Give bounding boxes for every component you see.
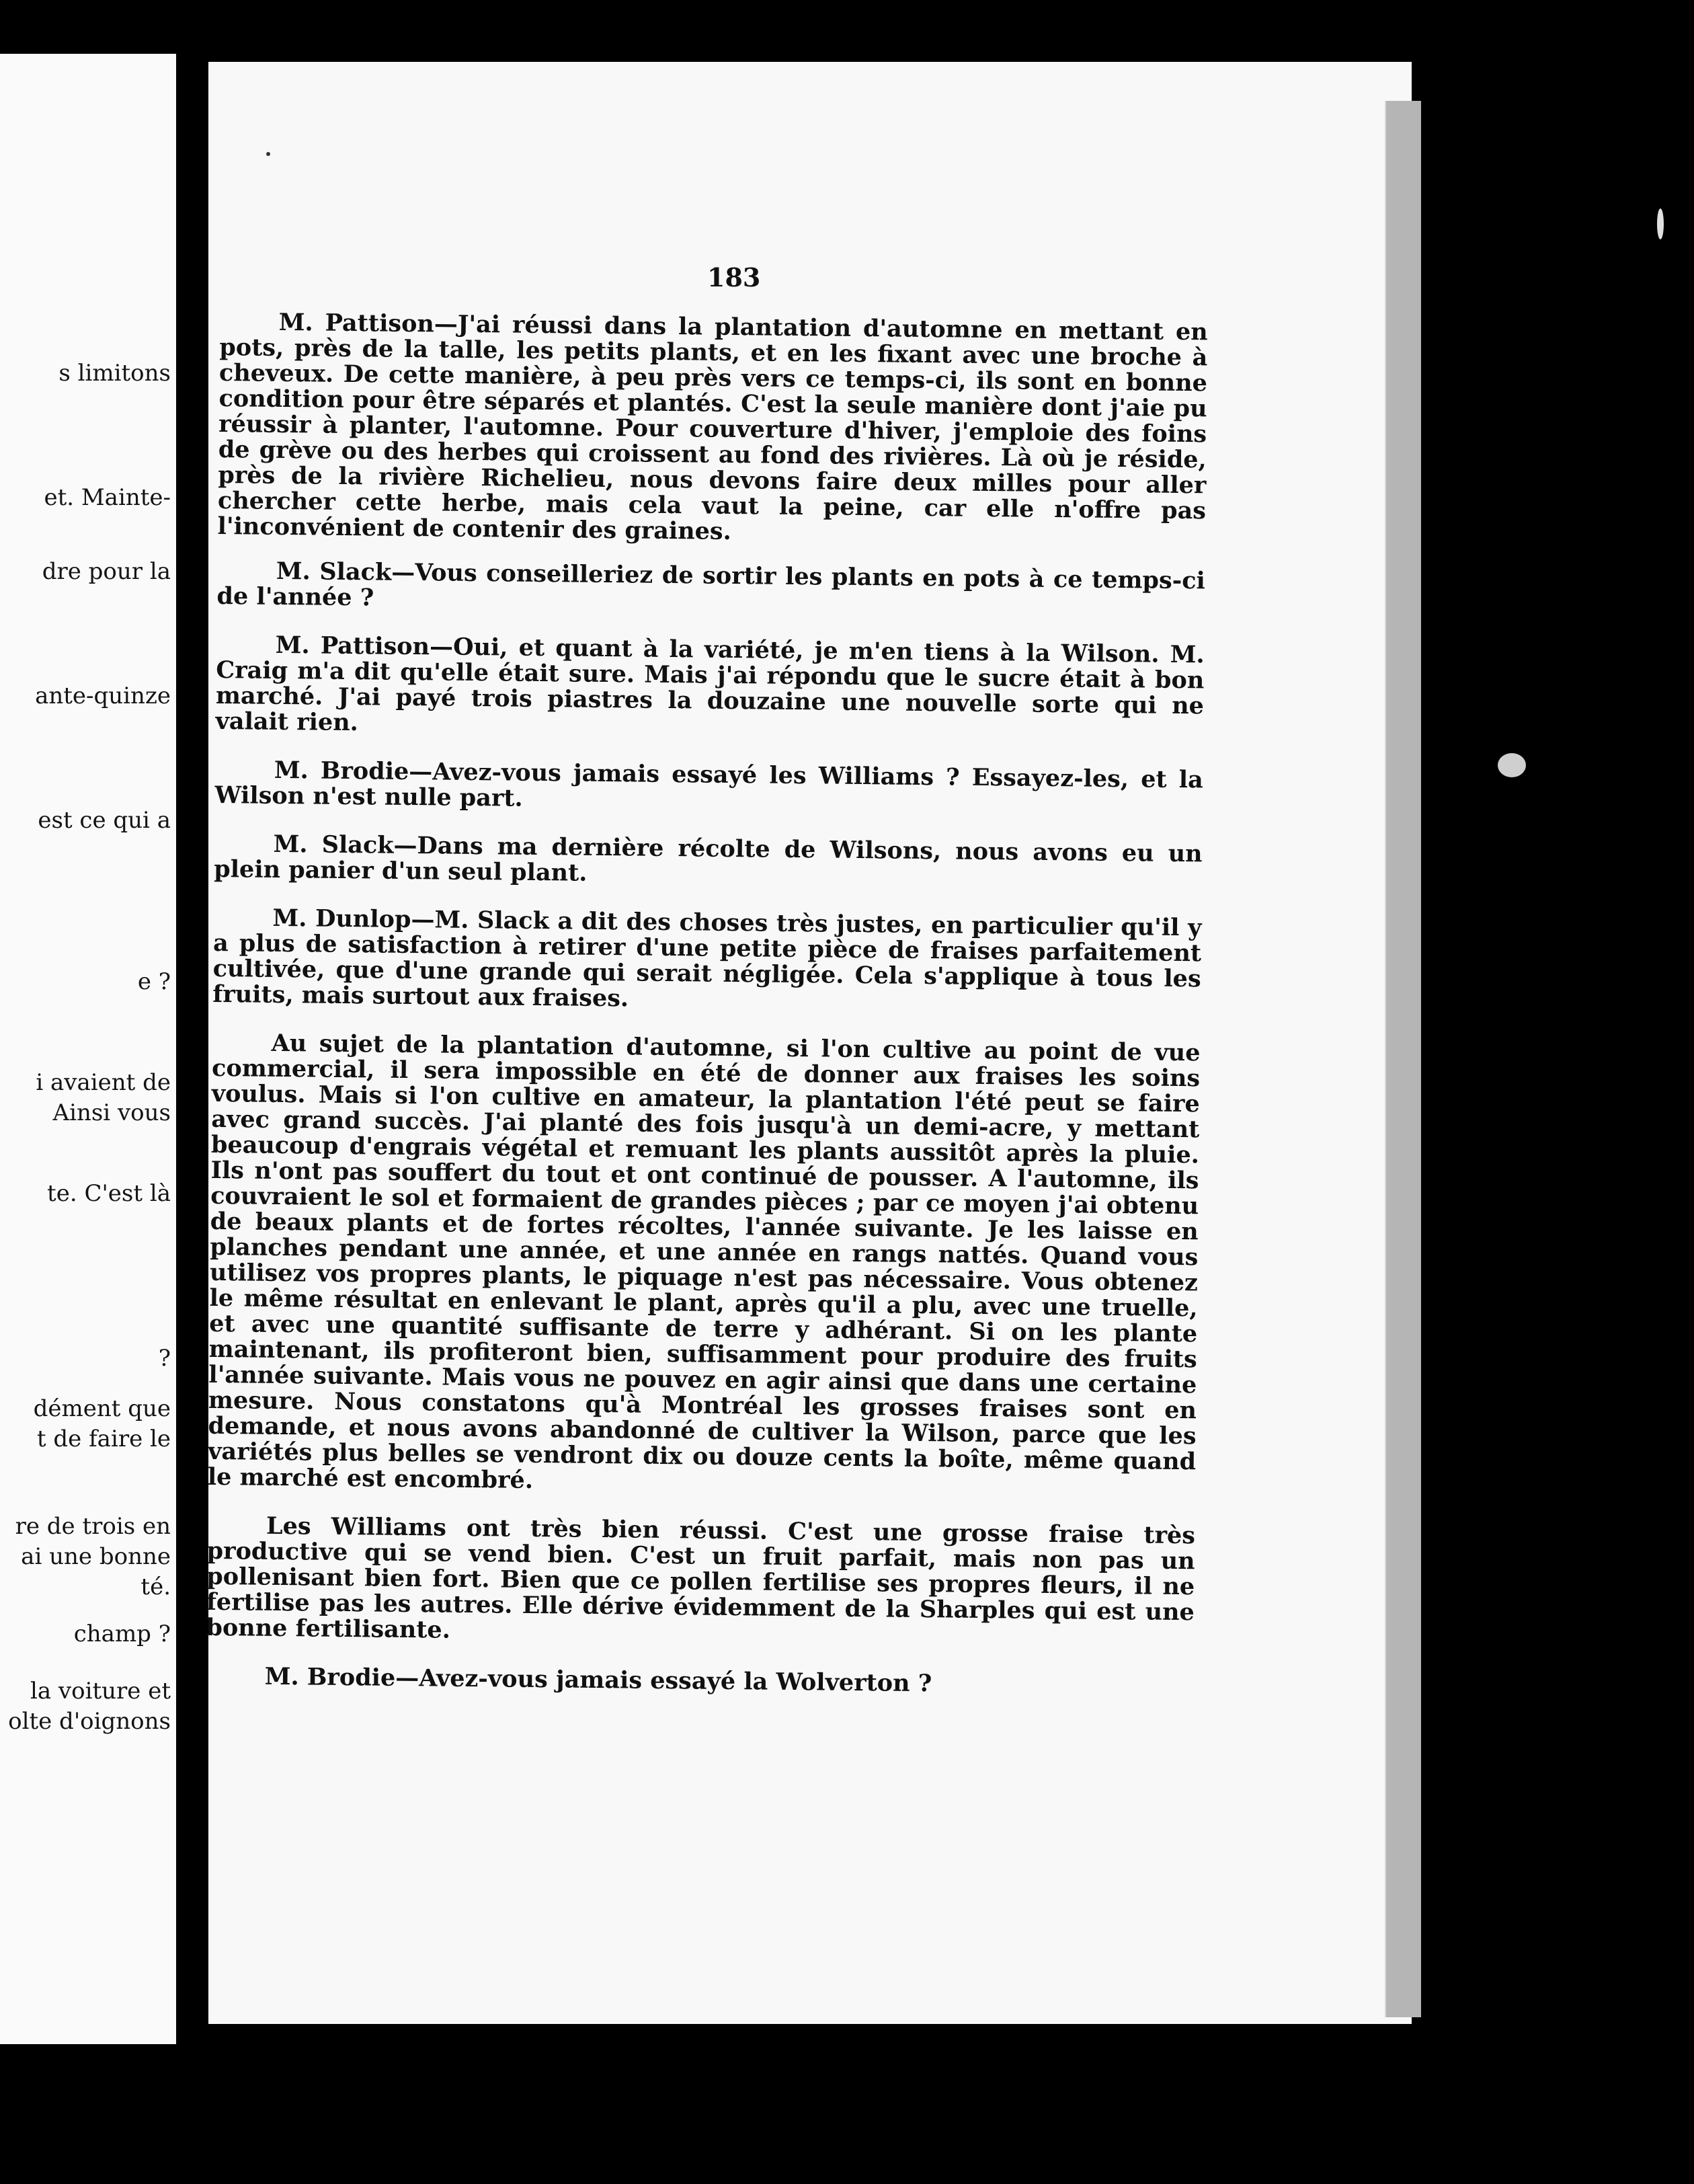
- paragraph-slack-2: M. Slack—Dans ma dernière récolte de Wilsons, nous avons eu un plein panier d'un seul plant.: [214, 830, 1203, 887]
- facing-page: [0, 54, 176, 2044]
- dust-speck: [266, 152, 270, 156]
- paragraph-brodie-1: M. Brodie—Avez-vous jamais essayé les Williams ? Essayez-les, et la Wilson n'est nulle part.: [214, 756, 1203, 812]
- facing-page-line: la voiture et: [30, 1678, 171, 1705]
- dust-speck: [1657, 208, 1664, 239]
- facing-page-line: ?: [158, 1345, 171, 1372]
- paragraph-brodie-2: M. Brodie—Avez-vous jamais essayé la Wolverton ?: [264, 1662, 932, 1698]
- paragraph-pattison-1: M. Pattison—J'ai réussi dans la plantation d'automne en mettant en pots, près de la talle, les petits plants, et en les fixant avec une broche à cheveux. De cette manière, à peu près vers ce temps-ci, ils sont en bonne condition pour être séparés et plantés. C'est la seule manière dont j'aie pu réussir à planter, l'automne. Pour couverture d'hiver, j'emploie des foins de grève ou des herbes qui croissent au fond des rivières. Là où je réside, près de la rivière Richelieu, nous devons faire deux milles pour aller chercher cette herbe, mais cela vaut la peine, car elle n'offre pas l'inconvénient de contenir des graines.: [217, 308, 1208, 545]
- facing-page-line: champ ?: [73, 1621, 171, 1647]
- facing-page-line: olte d'oignons: [8, 1708, 171, 1735]
- facing-page-line: s limitons: [58, 360, 171, 387]
- facing-page-line: et. Mainte-: [44, 484, 171, 511]
- paragraph-dunlop-3: Les Williams ont très bien réussi. C'est une grosse fraise très productive qui se vend bien. C'est un fruit parfait, mais non pas un pollenisant bien fort. Bien que ce pollen fertilise ses propres fleurs, il ne fertilise pas les autres. Elle dérive évidemment de la Sharples qui est une bonne fertilisante.: [206, 1512, 1196, 1644]
- facing-page-line: ante-quinze: [35, 682, 171, 709]
- page-body: [205, 309, 1208, 1718]
- facing-page-line: dre pour la: [42, 558, 171, 585]
- dust-speck: [1498, 753, 1526, 777]
- facing-page-line: té.: [140, 1573, 171, 1600]
- facing-page-line: ai une bonne: [21, 1543, 171, 1570]
- facing-page-line: Ainsi vous: [52, 1099, 171, 1126]
- page-number: 183: [707, 262, 761, 292]
- facing-page-line: re de trois en: [15, 1513, 171, 1540]
- facing-page-line: e ?: [137, 968, 171, 995]
- paragraph-slack-1: M. Slack—Vous conseilleriez de sortir les plants en pots à ce temps-ci de l'année ?: [216, 557, 1206, 612]
- page-edge: [1385, 101, 1421, 2017]
- paragraph-pattison-2: M. Pattison—Oui, et quant à la variété, je m'en tiens à la Wilson. M. Craig m'a dit qu'elle était sure. Mais j'ai répondu que le sucre était à bon marché. J'ai payé trois piastres la douzaine une nouvelle sorte qui ne valait rien.: [215, 631, 1205, 737]
- book-gutter: [176, 40, 208, 2058]
- facing-page-line: i avaient de: [36, 1069, 171, 1096]
- facing-page-line: t de faire le: [36, 1426, 171, 1452]
- facing-page-line: dément que: [33, 1395, 171, 1422]
- paragraph-dunlop-1: M. Dunlop—M. Slack a dit des choses très justes, en particulier qu'il y a plus de satisfaction à retirer d'une petite pièce de fraises parfaitement cultivée, que d'une grande qui serait négligée. Cela s'applique à tous les fruits, mais surtout aux fraises.: [212, 904, 1202, 1013]
- paragraph-dunlop-2: Au sujet de la plantation d'automne, si l'on cultive au point de vue commercial, il sera impossible en été de donner aux fraises les soins voulus. Mais si l'on cultive en amateur, la plantation l'été peut se faire avec grand succès. J'ai planté des fois jusqu'à un demi-acre, y mettant beaucoup d'engrais végétal et remuant les plants aussitôt après la pluie. Ils n'ont pas souffert du tout et ont continué de pousser. A l'automne, ils couvraient le sol et formaient de grandes pièces ; par ce moyen j'ai obtenu de beaux plants et de fortes récoltes, l'année suivante. Je les laisse en planches pendant une année, et une année en rangs nattés. Quand vous utilisez vos propres plants, le piquage n'est pas nécessaire. Vous obtenez le même résultat en enlevant le plant, après qu'il a plu, avec une truelle, et avec une quantité suffisante de terre y adhérant. Si on les plante maintenant, ils profiteront bien, suffisamment pour produire des fruits l'année suivante. Mais vous ne pouvez en agir ainsi que dans une certaine mesure. Nous constatons qu'à Montréal les grosses fraises sont en demande, et nous avons abandonné de cultiver la Wilson, parce que les variétés plus belles se vendront dix ou douze cents la boîte, même quand le marché est encombré.: [207, 1029, 1201, 1494]
- facing-page-line: te. C'est là: [47, 1180, 171, 1207]
- facing-page-line: est ce qui a: [38, 807, 171, 834]
